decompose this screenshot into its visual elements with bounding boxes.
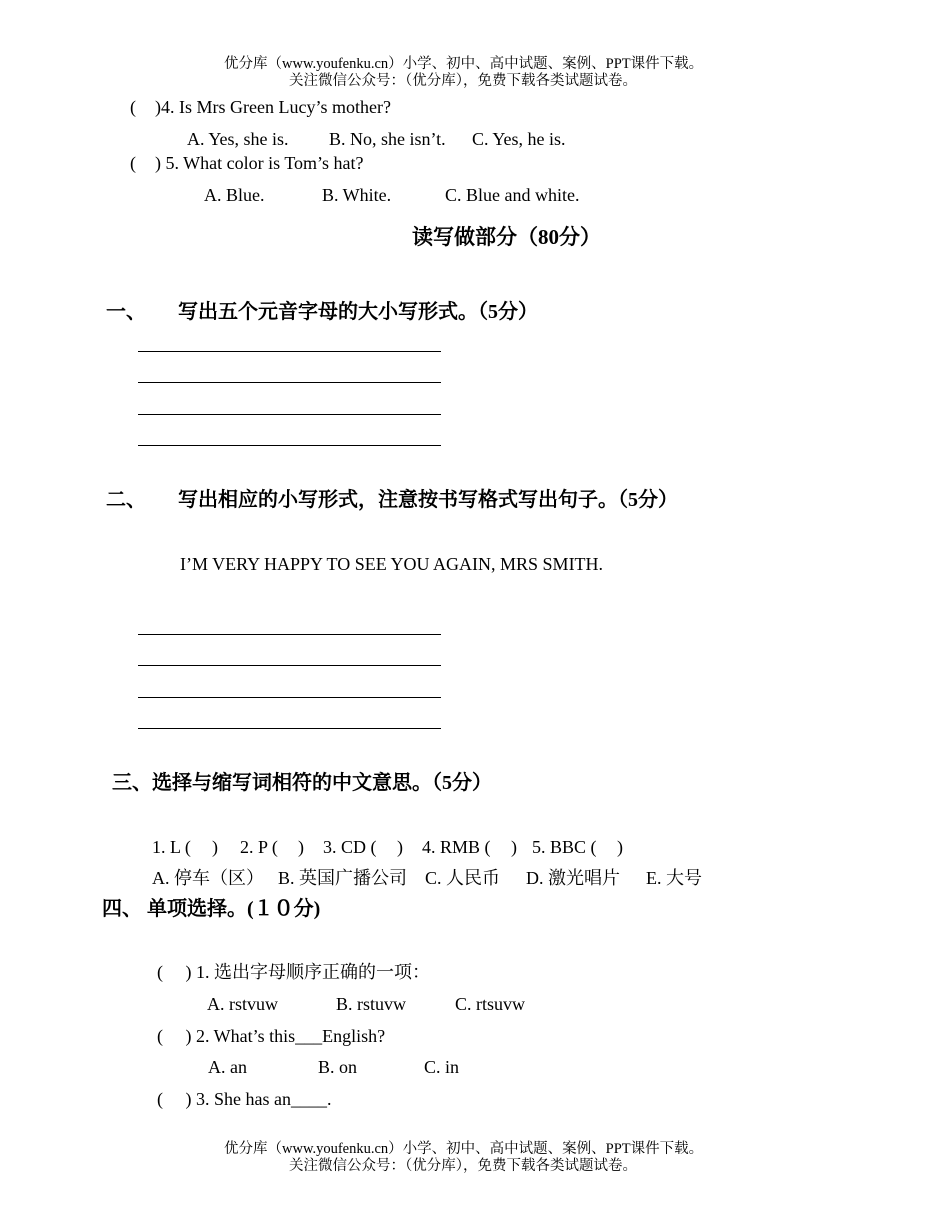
q4-option-c: C. Yes, he is.	[472, 129, 566, 149]
footer-line-1: 优分库（www.youfenku.cn）小学、初中、高中试题、案例、PPT课件下载。	[224, 1141, 704, 1157]
abbr-item-1: 1. L (	[152, 837, 191, 857]
abbr-option-d: D. 激光唱片	[526, 868, 620, 888]
choice-q1: ( ) 1. 选出字母顺序正确的一项：	[157, 962, 430, 982]
answer-line	[138, 634, 441, 635]
header-line-1: 优分库（www.youfenku.cn）小学、初中、高中试题、案例、PPT课件下载。	[224, 56, 704, 72]
answer-line	[138, 728, 441, 729]
section2-number: 二、	[106, 489, 146, 511]
abbr-option-c: C. 人民币	[425, 868, 501, 888]
q5-option-a: A. Blue.	[204, 185, 265, 205]
q5-option-b: B. White.	[322, 185, 392, 205]
choice-q2-option-a: A. an	[208, 1057, 247, 1077]
section2-sentence: I’M VERY HAPPY TO SEE YOU AGAIN, MRS SMITH.	[180, 554, 604, 574]
part-title: 读写做部分（80分）	[412, 225, 601, 249]
section4-title: 四、 单项选择。(１０分)	[102, 898, 321, 920]
answer-line	[138, 697, 441, 698]
footer-line-2: 关注微信公众号：（优分库），免费下载各类试题试卷。	[289, 1158, 637, 1174]
q5-bracket: (	[130, 153, 136, 173]
section1-number: 一、	[106, 301, 146, 323]
answer-line	[138, 665, 441, 666]
section3-title: 三、选择与缩写词相符的中文意思。（5分）	[112, 772, 492, 794]
choice-q2-option-c: C. in	[424, 1057, 460, 1077]
q4-option-b: B. No, she isn’t.	[329, 129, 446, 149]
abbr-item-5: 5. BBC (	[532, 837, 597, 857]
section2-title: 写出相应的小写形式，注意按书写格式写出句子。（5分）	[178, 489, 678, 511]
q4-question: )4. Is Mrs Green Lucy’s mother?	[155, 97, 391, 117]
abbr-item-2-close: )	[298, 837, 304, 857]
abbr-item-4: 4. RMB (	[422, 837, 491, 857]
q5-option-c: C. Blue and white.	[445, 185, 580, 205]
abbr-option-b: B. 英国广播公司	[278, 868, 408, 888]
section1-title: 写出五个元音字母的大小写形式。（5分）	[178, 301, 538, 323]
abbr-item-3: 3. CD (	[323, 837, 377, 857]
abbr-item-4-close: )	[511, 837, 517, 857]
choice-q1-option-b: B. rstuvw	[336, 994, 407, 1014]
header-line-2: 关注微信公众号：（优分库），免费下载各类试题试卷。	[289, 73, 637, 89]
abbr-option-e: E. 大号	[646, 868, 702, 888]
abbr-item-3-close: )	[397, 837, 403, 857]
abbr-option-a: A. 停车（区）	[152, 868, 264, 888]
abbr-item-5-close: )	[617, 837, 623, 857]
abbr-item-2: 2. P (	[240, 837, 278, 857]
abbr-item-1-close: )	[212, 837, 218, 857]
choice-q3: ( ) 3. She has an____.	[157, 1089, 332, 1109]
answer-line	[138, 414, 441, 415]
choice-q2-option-b: B. on	[318, 1057, 358, 1077]
choice-q1-option-c: C. rtsuvw	[455, 994, 526, 1014]
answer-line	[138, 382, 441, 383]
choice-q1-option-a: A. rstvuw	[207, 994, 278, 1014]
answer-line	[138, 351, 441, 352]
choice-q2: ( ) 2. What’s this___English?	[157, 1026, 386, 1046]
q5-question: ) 5. What color is Tom’s hat?	[155, 153, 364, 173]
q4-option-a: A. Yes, she is.	[187, 129, 289, 149]
q4-bracket: (	[130, 97, 136, 117]
answer-line	[138, 445, 441, 446]
